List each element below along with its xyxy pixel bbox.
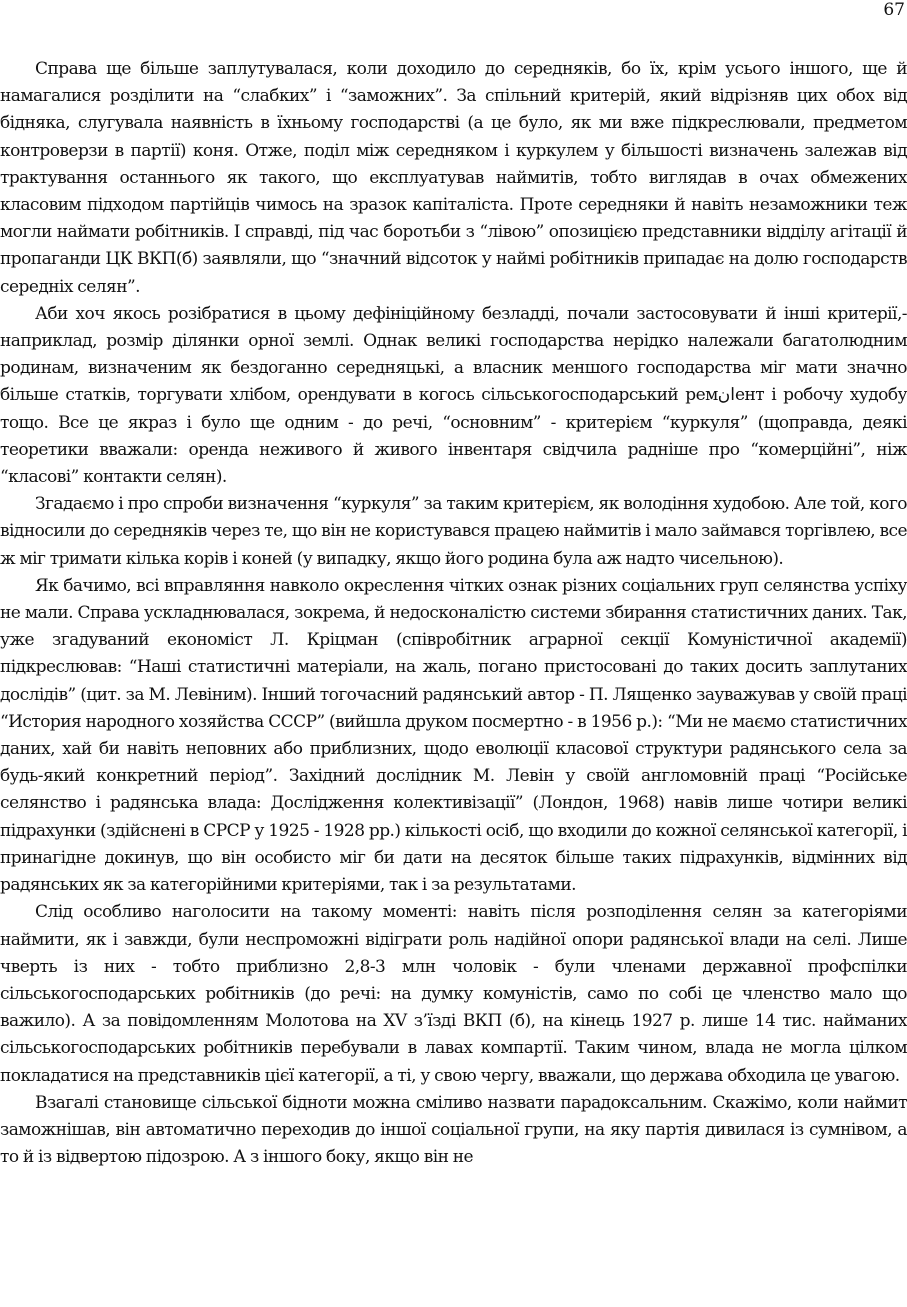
page-number: 67 [883,0,905,20]
paragraph-1: Справа ще більше заплутувалася, коли доходило до середняків, бо їх, крім усього іншого, ще й намагалися розділити на “слабких” і “заможних”. За спільний критерій, який відрізняв цих обох від бідняка, слугувала наявність в їхньому господарстві (а це було, як ми вже підкреслювали, предметом контроверзи в партії) коня. Отже, поділ між середняком і куркулем у більшості визначень залежав від трактування останнього як такого, що експлуатував наймитів, тобто виглядав в очах обмежених класовим підходом партійців чимось на зразок капіталіста. Проте середняки й навіть незаможники теж могли наймати робітників. І справді, під час боротьби з “лівою” опозицією представники відділу агітації й пропаганди ЦК ВКП(б) заявляли, що “значний відсоток у наймі робітників припадає на долю господарств середніх селян”. [0,59,907,297]
paragraph-5: Слід особливо наголосити на такому моменті: навіть після розподілення селян за категоріями наймити, як і завжди, були неспроможні відіграти роль надійної опори радянської влади на селі. Лише чверть із них - тобто приблизно 2,8-3 млн чоловік - були членами державної профспілки сільськогосподарських робітників (до речі: на думку комуністів, само по собі це членство мало що важило). А за повідомленням Молотова на XV з’їзді ВКП (б), на кінець 1927 р. лише 14 тис. найманих сільськогосподарських робітників перебували в лавах компартії. Таким чином, влада не могла цілком покладатися на представників цієї категорії, а ті, у свою чергу, вважали, що держава обходила це увагою. [0,902,907,1086]
body-text [0,56,907,1171]
paragraph-6: Взагалі становище сільської бідноти можна сміливо назвати парадоксальним. Скажімо, коли наймит заможнішав, він автоматично переходив до іншої соціальної групи, на яку партія дивилася із сумнівом, а то й із відвертою підозрою. А з іншого боку, якщо він не [0,1092,907,1168]
paragraph-2: Аби хоч якось розібратися в цьому дефініційному безладді, почали застосовувати й інші критерії,- наприклад, розмір ділянки орної землі. Однак великі господарства нерідко належали багатолюдним родинам, визначеним як бездоганно середняцькі, а власник меншого господарства міг мати значно більше статків, торгувати хлібом, орендувати в когось сільськогосподарський ремانент і робочу худобу тощо. Все це якраз і було ще одним - до речі, “основним” - критерієм “куркуля” (щоправда, деякі теоретики вважали: оренда неживого й живого інвентаря свідчила радніше про “комерційні”, ніж “класові” контакти селян). [0,303,907,488]
paragraph-3: Згадаємо і про спроби визначення “куркуля” за таким критерієм, як володіння худобою. Але той, кого відносили до середняків через те, що він не користувався працею наймитів і мало займався торгівлею, все ж міг тримати кілька корів і коней (у випадку, якщо його родина була аж надто чисельною). [0,494,907,569]
paragraph-4: Як бачимо, всі вправляння навколо окреслення чітких ознак різних соціальних груп селянства успіху не мали. Справа ускладнювалася, зокрема, й недосконалістю системи збирання статистичних даних. Так, уже згадуваний економіст Л. Кріцман (співробітник аграрної секції Комуністичної академії) підкреслював: “Наші статистичні матеріали, на жаль, погано пристосовані до таких досить заплутаних дослідів” (цит. за М. Левіним). Інший тогочасний радянський автор - П. Лященко зауважував у своїй праці “История народного хозяйства СССР” (вийшла друком посмертно - в 1956 р.): “Ми не маємо статистичних даних, хай би навіть неповних або приблизних, щодо еволюції класової структури радянського села за будь-який конкретний період”. Західний дослідник М. Левін у своїй англомовній праці “Російське селянство і радянська влада: Дослідження колективізації” (Лондон, 1968) навів лише чотири великі підрахунки (здійснені в СРСР у 1925 - 1928 рр.) кількості осіб, що входили до кожної селянської категорії, і принагідне докинув, що він особисто міг би дати на десяток більше таких підрахунків, відмінних від радянських як за категорійними критеріями, так і за результатами. [0,575,907,896]
